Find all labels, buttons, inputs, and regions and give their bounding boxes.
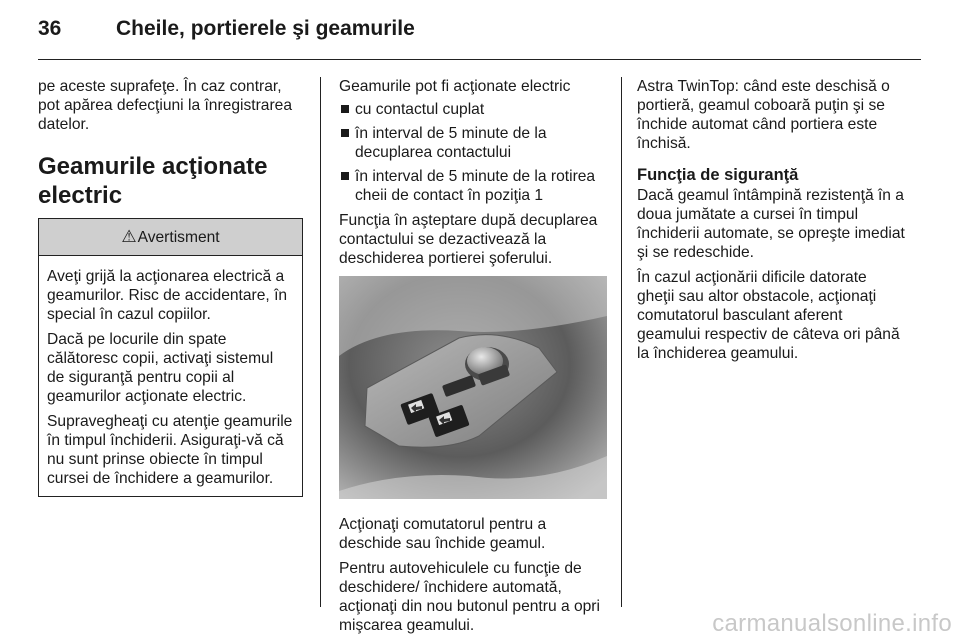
list-item: în interval de 5 minute de la rotirea cheii de contact în poziţia 1 <box>339 167 607 205</box>
paragraph: Pentru autovehiculele cu funcţie de deschidere/ închidere automată, acţionaţi din nou butonul pentru a opri mişcarea geamului. <box>339 560 600 634</box>
warning-paragraph: Aveţi grijă la acţionarea electrică a geamurilor. Risc de accidentare, în special în cazul copiilor. <box>47 268 288 323</box>
paragraph: În cazul acţionării dificile datorate gheţii sau altor obstacole, acţionaţi comutatorul basculant aferent geamului respectiv de câteva ori până la închiderea geamului. <box>637 269 900 362</box>
paragraph: Astra TwinTop: când este deschisă o portieră, geamul coboară puţin şi se închide automat când portiera este închisă. <box>637 78 890 152</box>
paragraph: Funcţia în aşteptare după decuplarea contactului se dezactivează la deschiderea portierei şoferului. <box>339 212 598 267</box>
warning-header <box>39 219 302 256</box>
header-rule <box>38 59 921 60</box>
column-divider <box>621 77 622 607</box>
condition-list <box>339 100 607 205</box>
section-title: Cheile, portierele şi geamurile <box>116 17 415 40</box>
window-switch-panel-photo <box>339 276 607 499</box>
warning-title: Avertisment <box>137 229 220 246</box>
subsection-heading: Funcţia de siguranţă <box>637 166 799 184</box>
warning-paragraph: Supravegheaţi cu atenţie geamurile în timpul închiderii. Asiguraţi-vă că nu sunt prinse obiecte în timpul cursei de închidere a geamurilor. <box>47 413 293 487</box>
bullet-square-icon <box>341 172 349 180</box>
section-heading: Geamurile acţionate electric <box>38 153 268 209</box>
column-right <box>637 77 907 369</box>
bullet-square-icon <box>341 105 349 113</box>
paragraph: Dacă geamul întâmpină rezistenţă în a doua jumătate a cursei în timpul închiderii automate, se opreşte imediat şi se redeschide. <box>637 187 905 261</box>
bullet-square-icon <box>341 129 349 137</box>
list-item: în interval de 5 minute de la decuplarea contactului <box>339 124 607 162</box>
list-item: cu contactul cuplat <box>339 100 607 119</box>
intro-paragraph: Geamurile pot fi acţionate electric <box>339 78 571 95</box>
warning-box <box>38 218 303 497</box>
watermark: carmanualsonline.info <box>712 610 952 637</box>
page-number: 36 <box>38 17 62 40</box>
intro-paragraph: pe aceste suprafeţe. În caz contrar, pot apărea defecţiuni la înregistrarea datelor. <box>38 78 292 133</box>
warning-body <box>39 256 302 496</box>
column-left <box>38 77 303 497</box>
warning-triangle-icon: ⚠ <box>121 227 137 246</box>
warning-paragraph: Dacă pe locurile din spate călătoresc copii, activaţi sistemul de siguranţă pentru copii al geamurilor acţionate electric. <box>47 331 274 405</box>
column-divider <box>320 77 321 607</box>
page-header <box>38 17 928 47</box>
column-middle <box>339 77 607 641</box>
paragraph: Acţionaţi comutatorul pentru a deschide sau închide geamul. <box>339 516 547 552</box>
